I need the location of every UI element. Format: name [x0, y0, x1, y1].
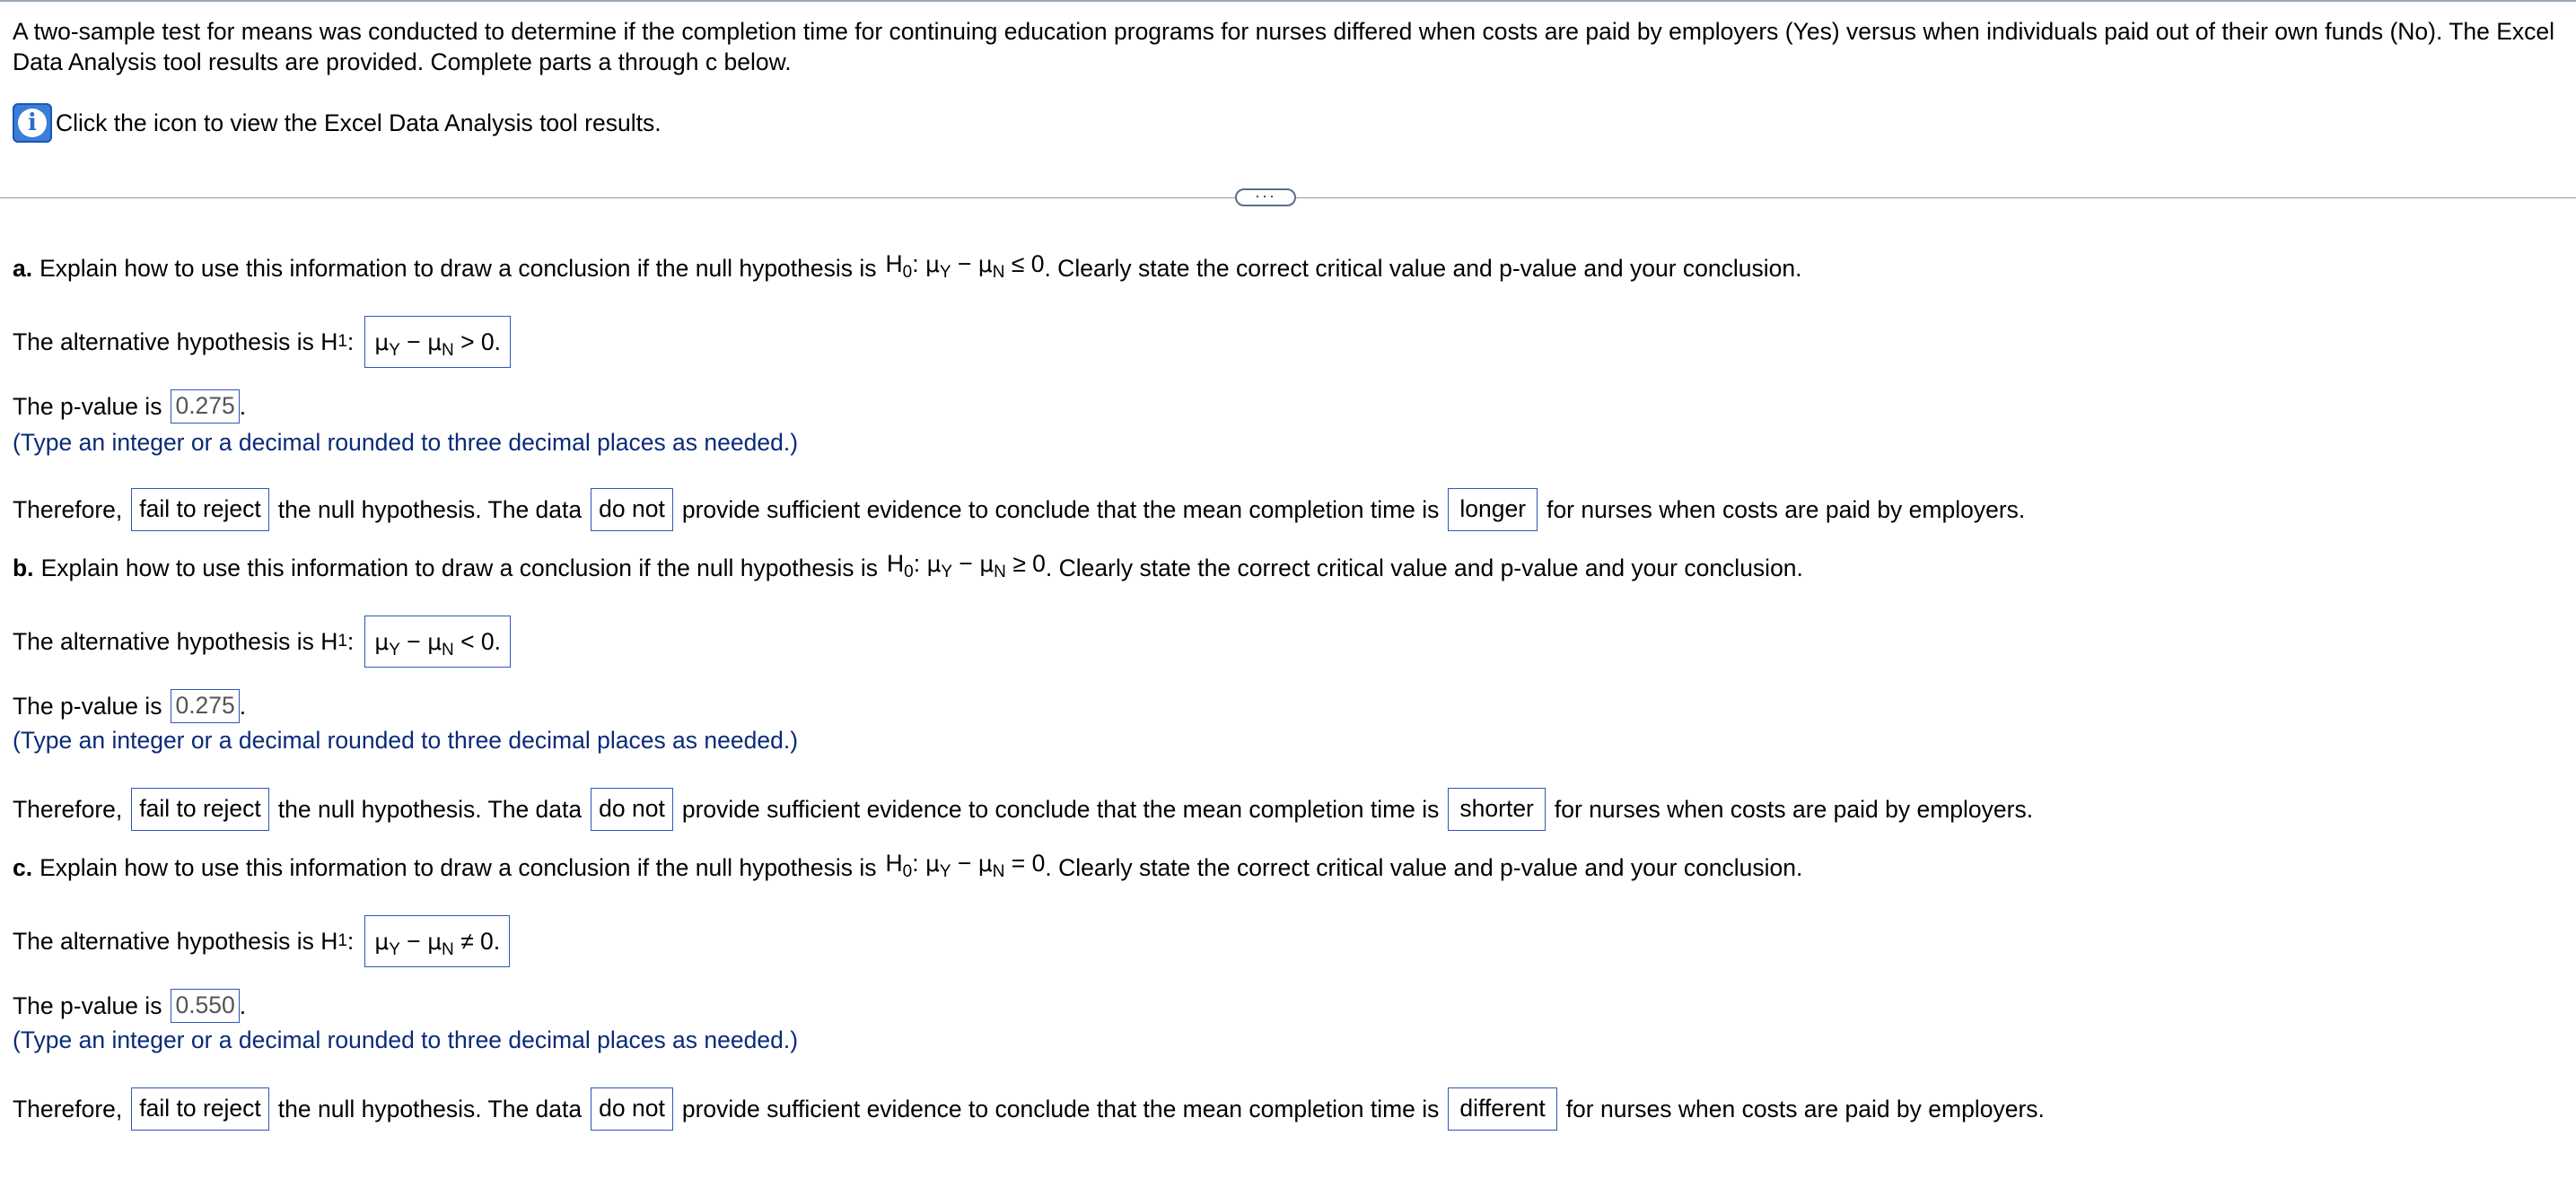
part-label: c. — [13, 854, 33, 881]
null-hypothesis: $H_0$: $\mu_Y - \mu_N \ge 0$ — [886, 550, 1046, 581]
question-post: . Clearly state the correct critical value and p-value and your conclusion. — [1044, 255, 1802, 282]
part-label: b. — [13, 555, 34, 581]
conclusion-line: Therefore, fail to reject the null hypothesis. The data do not provide sufficient evidence to conclude that the mean completion time is different for nurses when costs are paid by employers. — [13, 1087, 2045, 1131]
problem-intro: A two-sample test for means was conducted to determine if the completion time for continuing education programs for nurses differed when costs are paid by employers (Yes) versus when individuals paid out of their own funds (No). The Excel Data Analysis tool results are provided. Complete parts a through c below. — [13, 18, 2555, 75]
conclusion-line: Therefore, fail to reject the null hypothesis. The data do not provide sufficient evidence to conclude that the mean completion time is shorter for nurses when costs are paid by employers. — [13, 788, 2033, 831]
pvalue-line: The p-value is 0.275 . — [13, 689, 246, 723]
null-hypothesis: $H_0$: $\mu_Y - \mu_N = 0$ — [885, 850, 1046, 881]
decision-dropdown[interactable]: fail to reject — [131, 488, 269, 531]
alternative-hypothesis-line: The alternative hypothesis is H 1 : $\mu_Y - \mu_N \ne 0$. — [13, 915, 510, 967]
info-link-text: Click the icon to view the Excel Data Analysis tool results. — [56, 109, 662, 136]
data-choice-dropdown[interactable]: do not — [591, 788, 673, 831]
pvalue-input[interactable]: 0.550 — [171, 989, 239, 1023]
direction-dropdown[interactable]: shorter — [1448, 788, 1545, 831]
info-row — [13, 100, 662, 145]
pvalue-input[interactable]: 0.275 — [171, 689, 239, 723]
decision-dropdown[interactable]: fail to reject — [131, 788, 269, 831]
decision-dropdown[interactable]: fail to reject — [131, 1087, 269, 1131]
question-post: . Clearly state the correct critical value and p-value and your conclusion. — [1045, 555, 1803, 581]
hint-text: (Type an integer or a decimal rounded to three decimal places as needed.) — [13, 727, 799, 754]
part-question — [13, 548, 1803, 588]
direction-dropdown[interactable]: longer — [1448, 488, 1538, 531]
alt-hypothesis-answer[interactable]: $\mu_Y - \mu_N < 0$. — [364, 616, 511, 668]
top-rule — [0, 0, 2576, 2]
alt-hypothesis-answer[interactable]: $\mu_Y - \mu_N \ne 0$. — [364, 915, 510, 967]
conclusion-line: Therefore, fail to reject the null hypothesis. The data do not provide sufficient evidence to conclude that the mean completion time is longer for nurses when costs are paid by employers. — [13, 488, 2025, 531]
alternative-hypothesis-line: The alternative hypothesis is H 1 : $\mu_Y - \mu_N < 0$. — [13, 616, 511, 668]
part-question — [13, 848, 1802, 887]
part-question — [13, 249, 1801, 288]
pvalue-line: The p-value is 0.275 . — [13, 389, 246, 424]
data-choice-dropdown[interactable]: do not — [591, 1087, 673, 1131]
pvalue-line: The p-value is 0.550 . — [13, 989, 246, 1023]
pvalue-input[interactable]: 0.275 — [171, 389, 239, 424]
info-icon[interactable]: i — [13, 103, 52, 143]
question-text: Explain how to use this information to draw a conclusion if the null hypothesis is — [39, 854, 877, 881]
question-text: Explain how to use this information to draw a conclusion if the null hypothesis is — [40, 555, 878, 581]
hint-text: (Type an integer or a decimal rounded to three decimal places as needed.) — [13, 429, 799, 456]
data-choice-dropdown[interactable]: do not — [591, 488, 673, 531]
null-hypothesis: $H_0$: $\mu_Y - \mu_N \le 0$ — [885, 250, 1045, 282]
direction-dropdown[interactable]: different — [1448, 1087, 1556, 1131]
part-label: a. — [13, 255, 33, 282]
alt-hypothesis-answer[interactable]: $\mu_Y - \mu_N > 0$. — [364, 316, 511, 368]
hint-text: (Type an integer or a decimal rounded to three decimal places as needed.) — [13, 1026, 799, 1053]
question-post: . Clearly state the correct critical value and p-value and your conclusion. — [1045, 854, 1803, 881]
alternative-hypothesis-line: The alternative hypothesis is H 1 : $\mu_Y - \mu_N > 0$. — [13, 316, 511, 368]
question-text: Explain how to use this information to draw a conclusion if the null hypothesis is — [39, 255, 877, 282]
more-options-button[interactable]: ··· — [1235, 188, 1296, 206]
